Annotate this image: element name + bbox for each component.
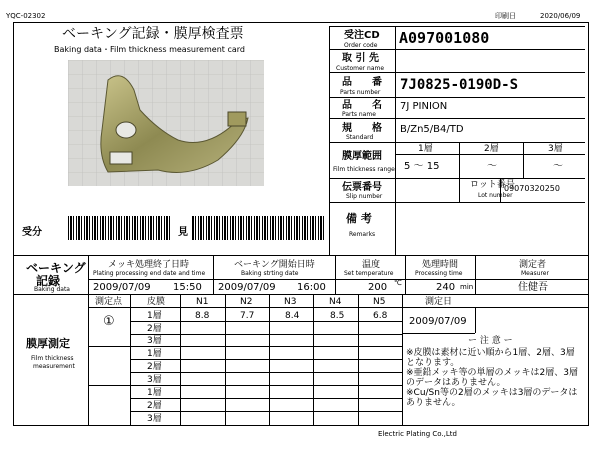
customer-sub: Customer name xyxy=(336,65,385,72)
customer-label: 取 引 先 xyxy=(342,53,379,64)
measurer-value: 住健吾 xyxy=(518,282,548,293)
n4-value: 8.5 xyxy=(330,311,345,321)
hdr-n2: N2 xyxy=(240,297,253,307)
parts-name-value: 7J PINION xyxy=(400,101,448,112)
n2-value: 7.7 xyxy=(240,311,255,321)
col-baking-en: Baking strting date xyxy=(241,270,299,277)
hdr-n5: N5 xyxy=(373,297,386,307)
layer-row-5: 2層 xyxy=(147,362,162,372)
film-layer-1-name: 1層 xyxy=(418,144,433,154)
plating-time: 15:50 xyxy=(173,282,202,293)
note-line-2: となります。 xyxy=(406,358,460,368)
baking-date: 2009/07/09 xyxy=(218,282,276,293)
layer-row-8: 2層 xyxy=(147,401,162,411)
hdr-point: 測定点 xyxy=(95,297,123,307)
parts-number-value: 7J0825-0190D-S xyxy=(400,77,519,93)
layer-row-6: 3層 xyxy=(147,375,162,385)
n5-value: 6.8 xyxy=(373,311,388,321)
measure-date: 2009/07/09 xyxy=(409,316,467,327)
film-label-en-1: Film thickness xyxy=(31,355,74,362)
layer-row-7: 1層 xyxy=(147,388,162,398)
order-code-sub: Order code xyxy=(344,42,378,49)
hdr-n1: N1 xyxy=(196,297,209,307)
remarks-sub: Remarks xyxy=(349,231,376,238)
order-code-label: 受注CD xyxy=(344,30,380,41)
standard-sub: Standard xyxy=(346,134,374,141)
baking-label-jp-2: 記録 xyxy=(36,274,61,288)
temperature-value: 200 xyxy=(368,282,388,293)
footer-company: Electric Plating Co.,Ltd xyxy=(378,430,457,438)
layer-row-9: 3層 xyxy=(147,414,162,424)
title-en: Baking data・Film thickness measurement card xyxy=(54,45,245,54)
layer-row-2: 2層 xyxy=(147,324,162,334)
film-layer-2-value: ～ xyxy=(487,161,497,172)
slip-label: 伝票番号 xyxy=(342,182,382,193)
col-plating-jp: メッキ処理終了日時 xyxy=(108,260,190,270)
part-photo-graphic xyxy=(68,60,264,186)
col-baking-jp: ベーキング開始日時 xyxy=(234,260,315,270)
slip-sub: Slip number xyxy=(346,193,383,200)
form-code: YQC-02302 xyxy=(6,12,46,20)
col-measurer-en: Measurer xyxy=(521,270,549,277)
col-measurer-jp: 測定者 xyxy=(519,260,547,270)
temperature-unit: ℃ xyxy=(394,279,402,287)
n1-value: 8.8 xyxy=(195,311,210,321)
note-line-3: ※亜鉛メッキ等の単層のメッキは2層、3層 xyxy=(406,368,578,378)
title-jp: ベーキング記録・膜厚検査票 xyxy=(62,26,244,42)
layer-row-4: 1層 xyxy=(147,349,162,359)
note-title: ー 注 意 ー xyxy=(468,336,513,346)
col-plating-en: Plating processing end date and time xyxy=(93,270,206,277)
film-layer-1-value: 5 ～ 15 xyxy=(404,161,440,172)
baking-time: 16:00 xyxy=(297,282,326,293)
note-line-4: のデータはありません。 xyxy=(406,378,506,388)
standard-value: B/Zn5/B4/TD xyxy=(400,124,464,135)
lot-sub: Lot number xyxy=(478,192,513,199)
film-layer-2-name: 2層 xyxy=(484,144,499,154)
barcode xyxy=(68,216,172,240)
print-date-label: 印刷日 xyxy=(495,12,516,20)
lot-label: ロット番号 xyxy=(470,180,515,190)
processing-time-value: 240 xyxy=(436,282,456,293)
processing-time-unit: min xyxy=(460,283,474,291)
n3-value: 8.4 xyxy=(285,311,300,321)
measure-point: ① xyxy=(103,314,115,329)
layer-row-3: 3層 xyxy=(147,336,162,346)
col-temp-jp: 温度 xyxy=(362,260,381,270)
standard-label: 規 格 xyxy=(342,123,382,134)
order-code-value: A097001080 xyxy=(399,29,490,47)
film-range-sub: Film thickness range xyxy=(333,166,395,173)
hdr-date: 測定日 xyxy=(425,297,453,307)
lot-value: 09070320250 xyxy=(504,184,560,193)
part-photo xyxy=(68,60,264,186)
film-layer-3-name: 3層 xyxy=(548,144,563,154)
film-layer-3-value: ～ xyxy=(553,161,563,172)
plating-date: 2009/07/09 xyxy=(93,282,151,293)
barcode-left-label: 受分 xyxy=(22,227,42,238)
barcode-right-label: 見 xyxy=(178,227,188,238)
parts-number-label: 品 番 xyxy=(342,77,382,88)
remarks-label: 備 考 xyxy=(346,212,372,225)
film-label-en-2: measurement xyxy=(33,363,75,370)
baking-label-jp-1: ベーキング xyxy=(26,261,86,275)
col-temp-en: Set temperature xyxy=(344,270,394,277)
parts-name-label: 品 名 xyxy=(342,100,382,111)
baking-label-en: Baking data xyxy=(34,286,70,293)
col-time-jp: 処理時間 xyxy=(422,260,459,270)
film-label-jp: 膜厚測定 xyxy=(26,337,70,350)
parts-name-sub: Parts name xyxy=(342,111,376,118)
note-line-5: ※Cu/Sn等の2層のメッキは3層のデータは xyxy=(406,388,578,398)
film-range-label: 膜厚範囲 xyxy=(342,151,382,162)
note-line-6: ありません。 xyxy=(406,398,461,408)
print-date: 2020/06/09 xyxy=(540,12,581,20)
note-line-1: ※皮膜は素材に近い順から1層、2層、3層 xyxy=(406,348,575,358)
layer-row-1: 1層 xyxy=(147,311,162,321)
col-time-en: Processing time xyxy=(415,270,463,277)
parts-number-sub: Parts number xyxy=(340,89,381,96)
hdr-layer: 皮膜 xyxy=(147,297,166,307)
hdr-n4: N4 xyxy=(329,297,342,307)
hdr-n3: N3 xyxy=(284,297,297,307)
barcode-2 xyxy=(192,216,326,240)
